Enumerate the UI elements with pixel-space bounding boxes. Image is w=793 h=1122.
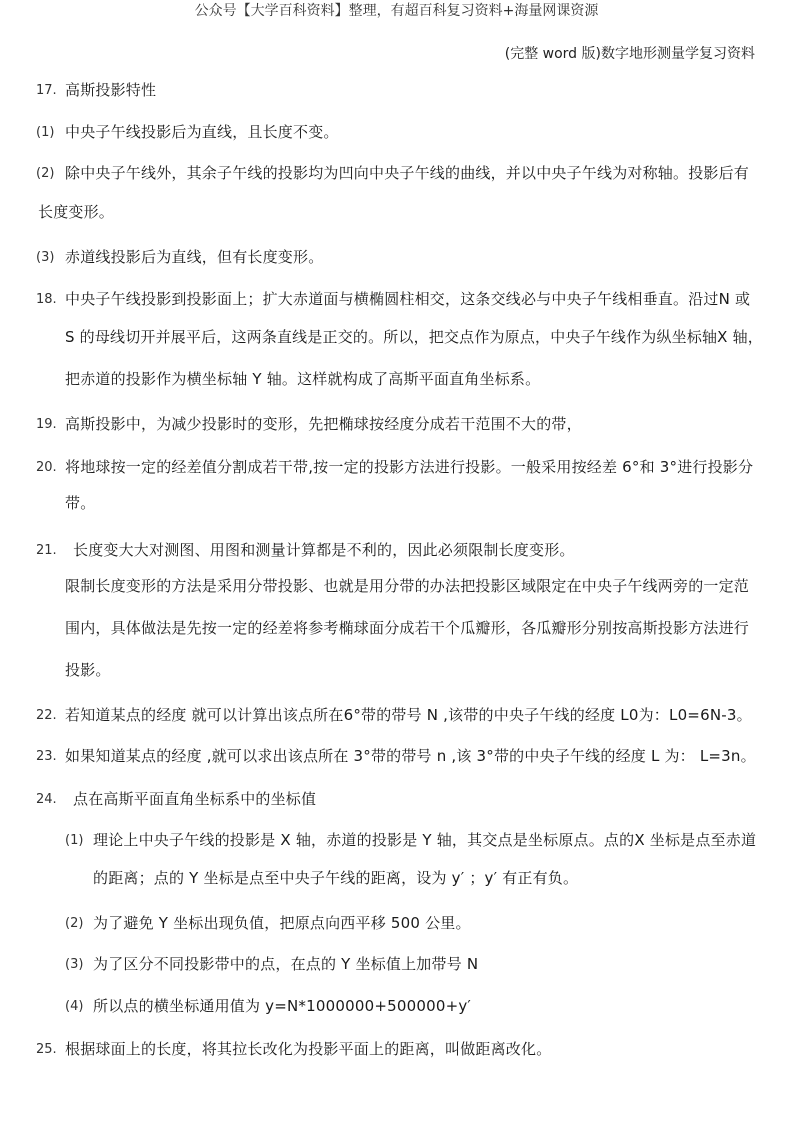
item-text: 限制长度变形的方法是采用分带投影、也就是用分带的办法把投影区域限定在中央子午线两旁的一定范 — [65, 577, 750, 595]
sub-item-text: 赤道线投影后为直线，但有长度变形。 — [65, 248, 324, 266]
sub-item-number: (1) — [36, 125, 55, 140]
item-number: 21. — [36, 543, 57, 558]
item-text: 高斯投影中，为减少投影时的变形，先把椭球按经度分成若干范围不大的带， — [65, 415, 582, 433]
item-number: 19. — [36, 417, 57, 432]
item-number: 20. — [36, 460, 57, 475]
item-text: 带。 — [65, 494, 96, 512]
sub-item-text: 中央子午线投影后为直线，且长度不变。 — [65, 123, 339, 141]
sub-item-text: 除中央子午线外，其余子午线的投影均为凹向中央子午线的曲线，并以中央子午线为对称轴。投影后有 — [65, 164, 750, 182]
sub-item-number: (1) — [65, 833, 84, 848]
sub-item-number: (3) — [36, 250, 55, 265]
item-number: 24. — [36, 792, 57, 807]
top-banner: 公众号【大学百科资料】整理，有超百科复习资料+海量网课资源 — [194, 3, 599, 19]
sub-item-text: 的距离；点的 Y 坐标是点至中央子午线的距离，设为 y′ ；y′ 有正有负。 — [93, 869, 579, 887]
item-text: 根据球面上的长度，将其拉长改化为投影平面上的距离，叫做距离改化。 — [65, 1040, 552, 1058]
item-text: 长度变大大对测图、用图和测量计算都是不利的，因此必须限制长度变形。 — [73, 541, 575, 559]
sub-item-text: 为了区分不同投影带中的点，在点的 Y 坐标值上加带号 N — [93, 955, 479, 973]
document-title: (完整 word 版)数字地形测量学复习资料 — [504, 46, 755, 62]
sub-item-number: (4) — [65, 999, 84, 1014]
sub-item-number: (2) — [36, 166, 55, 181]
item-text: 将地球按一定的经差值分割成若干带,按一定的投影方法进行投影。一般采用按经差 6°和 3°进行投影分 — [65, 458, 754, 476]
item-number: 25. — [36, 1042, 57, 1057]
item-text: 点在高斯平面直角坐标系中的坐标值 — [73, 790, 317, 808]
sub-item-number: (3) — [65, 957, 84, 972]
item-text: 高斯投影特性 — [65, 81, 157, 99]
item-text: S 的母线切开并展平后，这两条直线是正交的。所以，把交点作为原点，中央子午线作为纵坐标轴X 轴， — [65, 328, 763, 346]
item-text: 中央子午线投影到投影面上；扩大赤道面与横椭圆柱相交，这条交线必与中央子午线相垂直。沿过N 或 — [65, 290, 751, 308]
item-number: 17. — [36, 83, 57, 98]
sub-item-text: 为了避免 Y 坐标出现负值，把原点向西平移 500 公里。 — [93, 914, 471, 932]
sub-item-text: 长度变形。 — [38, 203, 115, 221]
item-text: 如果知道某点的经度 ,就可以求出该点所在 3°带的带号 n ,该 3°带的中央子午线的经度 L 为： L=3n。 — [65, 747, 756, 765]
item-number: 18. — [36, 292, 57, 307]
item-number: 22. — [36, 708, 57, 723]
item-text: 若知道某点的经度 就可以计算出该点所在6°带的带号 N ,该带的中央子午线的经度 L0为：L0=6N-3。 — [65, 706, 752, 724]
sub-item-text: 理论上中央子午线的投影是 X 轴，赤道的投影是 Y 轴，其交点是坐标原点。点的X 坐标是点至赤道 — [93, 831, 757, 849]
item-text: 围内，具体做法是先按一定的经差将参考椭球面分成若干个瓜瓣形，各瓜瓣形分别按高斯投影方法进行 — [65, 619, 750, 637]
item-text: 把赤道的投影作为横坐标轴 Y 轴。这样就构成了高斯平面直角坐标系。 — [65, 370, 541, 388]
item-number: 23. — [36, 749, 57, 764]
item-text: 投影。 — [65, 661, 111, 679]
sub-item-number: (2) — [65, 916, 84, 931]
sub-item-text: 所以点的横坐标通用值为 y=N*1000000+500000+y′ — [93, 997, 472, 1015]
